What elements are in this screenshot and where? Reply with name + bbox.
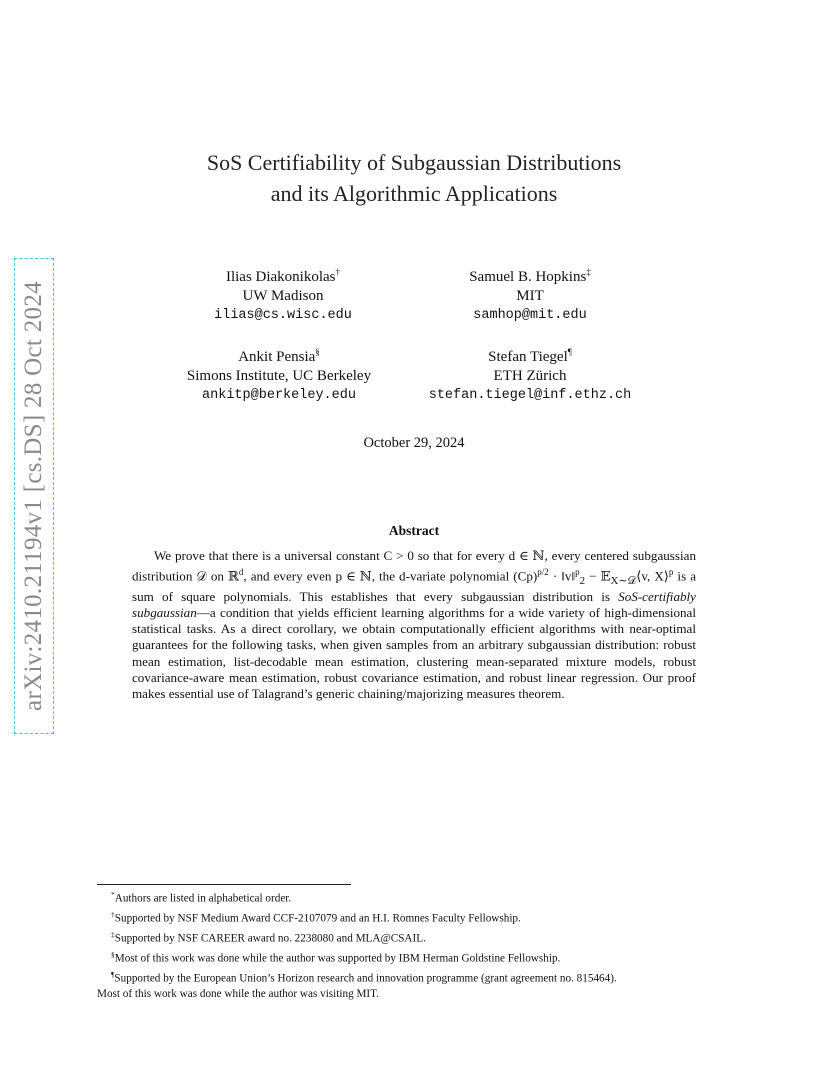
footnote-divider <box>97 884 351 885</box>
author-affiliation: UW Madison <box>242 288 324 304</box>
author-email[interactable]: ankitp@berkeley.edu <box>202 388 356 403</box>
author-name: Samuel B. Hopkins‡ <box>469 267 591 285</box>
author-name: Ilias Diakonikolas† <box>225 267 341 285</box>
footnote: †Supported by NSF Medium Award CCF-2107079 and an H.I. Romnes Faculty Fellowship. <box>111 909 521 925</box>
author-email[interactable]: stefan.tiegel@inf.ethz.ch <box>428 388 632 403</box>
footnote-mark: ¶ <box>567 347 572 357</box>
author-block <box>400 263 660 325</box>
author-name: Ankit Pensia§ <box>238 347 320 365</box>
publication-date: October 29, 2024 <box>363 435 465 451</box>
author-block <box>400 343 660 405</box>
author-name: Stefan Tiegel¶ <box>488 347 572 365</box>
abstract-heading: Abstract <box>388 523 440 538</box>
footnote-mark: † <box>335 267 341 277</box>
author-affiliation: MIT <box>516 288 544 304</box>
footnote-mark: ‡ <box>586 267 591 277</box>
author-block <box>149 343 409 405</box>
paper-title-line-1: SoS Certifiability of Subgaussian Distributions <box>206 150 622 175</box>
paper-title-line-2: and its Algorithmic Applications <box>270 181 558 206</box>
footnote: *Authors are listed in alphabetical order. <box>111 890 292 905</box>
footnotes <box>97 887 737 1002</box>
author-affiliation: Simons Institute, UC Berkeley <box>186 368 372 384</box>
author-email[interactable]: ilias@cs.wisc.edu <box>214 308 352 323</box>
author-affiliation: ETH Zürich <box>493 368 567 384</box>
footnote: ‡Supported by NSF CAREER award no. 2238080 and MLA@CSAIL. <box>111 929 426 945</box>
arxiv-stamp <box>14 258 54 734</box>
footnote: §Most of this work was done while the author was supported by IBM Herman Goldstine Fellowship. <box>111 949 561 965</box>
abstract-body: We prove that there is a universal constant C > 0 so that for every d ∈ ℕ, every centered subgaussian distribution 𝒟 on ℝ$^d$, and every even p ∈ ℕ, the d-variate polynomial $(Cp)^{p/2}$ · ‖v‖$^p_2$ − 𝔼$_{X\sim 𝒟}$⟨v, X⟩$^p$ is a sum of square polynomials. This establishes that every subgaussian distribution is SoS-certifiably subgaussian—a condition that yields efficient learning algorithms for a wide variety of high-dimensional statistical tasks. As a direct corollary, we obtain computationally efficient algorithms with near-optimal guarantees for the following tasks, when given samples from an arbitrary subgaussian distribution: robust mean estimation, list-decodable mean estimation, clustering mean-separated mixture models, robust covariance-aware mean estimation, robust covariance estimation, and robust linear regression. Our proof makes essential use of Talagrand’s generic chaining/majorizing measures theorem. <box>132 548 697 701</box>
author-email[interactable]: samhop@mit.edu <box>473 308 587 323</box>
footnote: ¶Supported by the European Union’s Horizon research and innovation programme (grant agreement no. 815464). <box>111 969 617 985</box>
footnote-mark: § <box>315 347 320 357</box>
author-block <box>153 263 413 325</box>
arxiv-identifier: arXiv:2410.21194v1 [cs.DS] 28 Oct 2024 <box>20 281 47 711</box>
footnote-continuation: Most of this work was done while the author was visiting MIT. <box>97 987 379 1000</box>
